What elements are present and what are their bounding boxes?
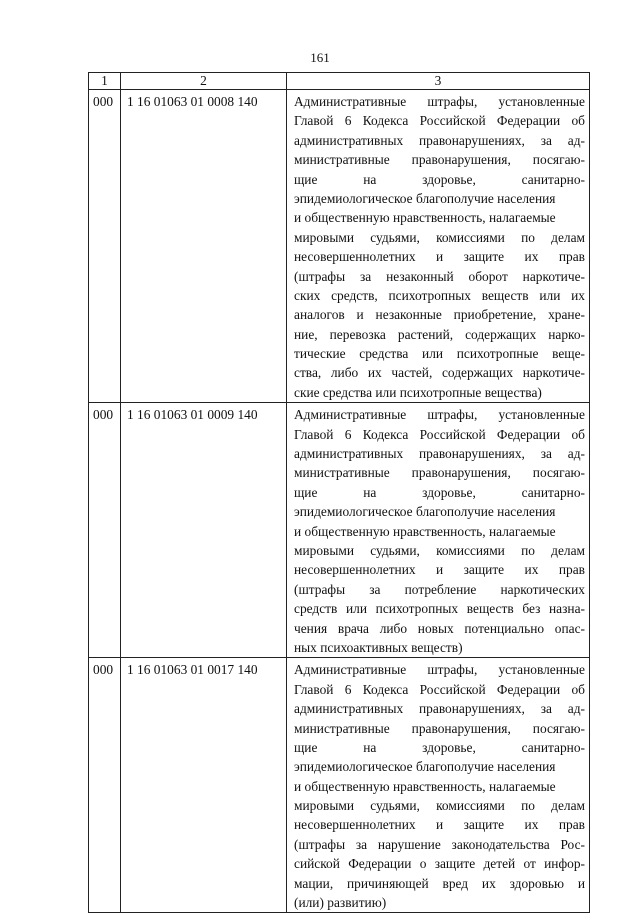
description-cell <box>287 403 590 658</box>
description-line: щие на здоровье, санитарно- <box>294 484 585 500</box>
description-line: административных правонарушениях, за ад- <box>294 701 585 717</box>
description-line: ства, либо их частей, содержащих наркотиче- <box>294 365 585 381</box>
table-body <box>89 90 590 913</box>
description-line: тические средства или психотропные веще- <box>294 346 585 362</box>
admin-code-cell: 000 <box>89 658 121 913</box>
description-line: (или) развитию) <box>294 895 387 911</box>
description-cell <box>287 658 590 913</box>
description-line: Главой 6 Кодекса Российской Федерации об <box>294 681 585 697</box>
budget-code-cell: 1 16 01063 01 0008 140 <box>121 90 287 403</box>
admin-code-cell: 000 <box>89 403 121 658</box>
description-line: несовершеннолетних и защите их прав <box>294 562 585 578</box>
description-line: мировыми судьями, комиссиями по делам <box>294 229 585 245</box>
description-line: средств или психотропных веществ без назна- <box>294 601 585 617</box>
table-header-row <box>89 73 590 90</box>
description-line: министративные правонарушения, посягаю- <box>294 465 585 481</box>
description-line: и общественную нравственность, налагаемые <box>294 210 556 226</box>
description-line: Административные штрафы, установленные <box>294 94 585 109</box>
description-line: и общественную нравственность, налагаемые <box>294 778 556 794</box>
description-line: министративные правонарушения, посягаю- <box>294 152 585 168</box>
column-header-2: 2 <box>121 73 287 90</box>
column-header-3: 3 <box>287 73 590 90</box>
description-line: Административные штрафы, установленные <box>294 662 585 678</box>
description-line: несовершеннолетних и защите их прав <box>294 817 585 833</box>
description-cell <box>287 90 590 403</box>
description-line: эпидемиологическое благополучие населения <box>294 759 556 775</box>
description-line: мировыми судьями, комиссиями по делам <box>294 798 585 814</box>
table-row <box>89 90 590 403</box>
table-row <box>89 658 590 913</box>
description-line: ских средств, психотропных веществ или их <box>294 287 585 303</box>
description-line: несовершеннолетних и защите их прав <box>294 249 585 265</box>
description-line: аналогов и незаконные приобретение, хране- <box>294 307 585 323</box>
description-line: щие на здоровье, санитарно- <box>294 171 585 187</box>
description-line: министративные правонарушения, посягаю- <box>294 720 585 736</box>
page-number: 161 <box>310 50 330 65</box>
document-table <box>88 72 590 913</box>
description-line: эпидемиологическое благополучие населения <box>294 504 556 520</box>
description-line: чения врача либо новых потенциально опас- <box>294 620 585 636</box>
description-line: сийской Федерации о защите детей от инфор- <box>294 856 585 872</box>
budget-code-cell: 1 16 01063 01 0017 140 <box>121 658 287 913</box>
column-header-1: 1 <box>89 73 121 90</box>
admin-code-cell: 000 <box>89 90 121 403</box>
description-line: (штрафы за нарушение законодательства Рос- <box>294 836 585 852</box>
budget-code-cell: 1 16 01063 01 0009 140 <box>121 403 287 658</box>
description-line: мировыми судьями, комиссиями по делам <box>294 542 585 558</box>
description-line: эпидемиологическое благополучие населения <box>294 190 556 206</box>
description-line: ных психоактивных веществ) <box>294 639 463 655</box>
description-line: щие на здоровье, санитарно- <box>294 739 585 755</box>
table-row <box>89 403 590 658</box>
description-line: (штрафы за незаконный оборот наркотиче- <box>294 268 585 284</box>
description-line: Главой 6 Кодекса Российской Федерации об <box>294 426 585 442</box>
description-line: мации, причиняющей вред их здоровью и <box>294 875 585 891</box>
description-line: (штрафы за потребление наркотических <box>294 581 585 597</box>
description-line: Административные штрафы, установленные <box>294 407 585 423</box>
description-line: административных правонарушениях, за ад- <box>294 446 585 462</box>
description-line: административных правонарушениях, за ад- <box>294 132 585 148</box>
description-line: Главой 6 Кодекса Российской Федерации об <box>294 113 585 129</box>
description-line: ские средства или психотропные вещества) <box>294 384 542 400</box>
description-line: ние, перевозка растений, содержащих нарко- <box>294 326 585 342</box>
description-line: и общественную нравственность, налагаемые <box>294 523 556 539</box>
